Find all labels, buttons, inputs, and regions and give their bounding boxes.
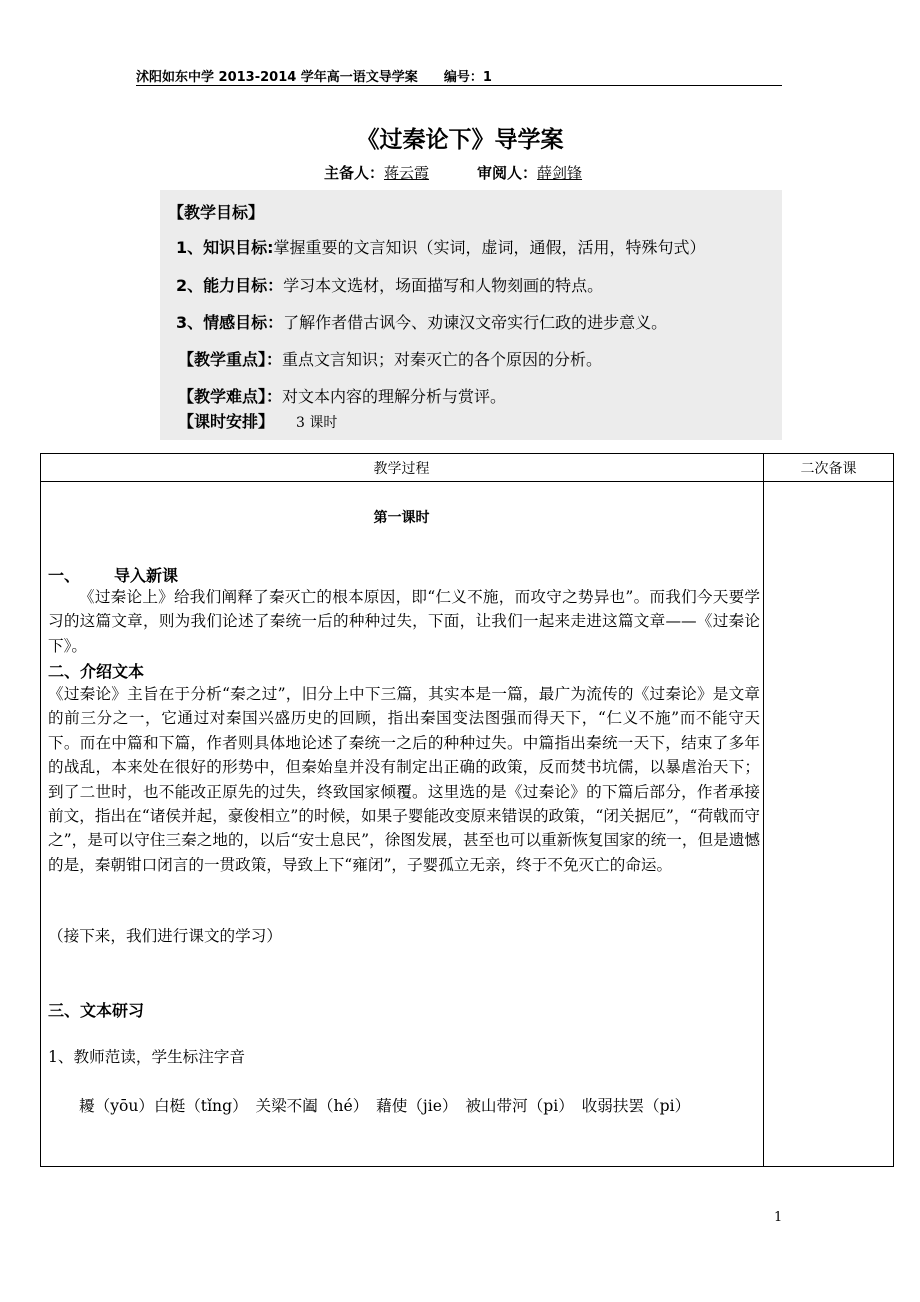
schedule-text: 3 课时 <box>296 415 338 431</box>
reviewer-name: 薛剑锋 <box>537 164 583 182</box>
objective-emotion <box>176 310 667 333</box>
page-title: 《过秦论下》导学案 <box>356 127 564 153</box>
objective-knowledge <box>176 235 706 258</box>
preparer-name: 蒋云霞 <box>383 164 429 182</box>
authors-line <box>0 162 920 183</box>
reviewer-label: 审阅人： <box>477 164 538 182</box>
key-points-text: 重点文言知识；对秦灭亡的各个原因的分析。 <box>282 350 603 369</box>
difficulties-text: 对文本内容的理解分析与赏评。 <box>282 387 507 406</box>
schedule <box>178 409 337 432</box>
part2-note: （接下来，我们进行课文的学习） <box>48 927 282 945</box>
part2-paragraph: 《过秦论》主旨在于分析“秦之过”，旧分上中下三篇，其实本是一篇，最广为流传的《过秦论》是文章的前三分之一，它通过对秦国兴盛历史的回顾，指出秦国变法图强而得天下，“仁义不施”而不能守天下。而在中篇和下篇，作者则具体地论述了秦统一之后的种种过失。中篇指出秦统一天下，结束了多年的战乱，本来处在很好的形势中，但秦始皇并没有制定出正确的政策，反而焚书坑儒，以暴虐治天下；到了二世时，也不能改正原先的过失，终致国家倾覆。这里选的是《过秦论》的下篇后部分，作者承接前文，指出在“诸侯并起，豪俊相立”的时候，如果子婴能改变原来错误的政策，“闭关据厄”，“荷戟而守之”，是可以守住三秦之地的，以后“安士息民”，徐图发展，甚至也可以重新恢复国家的统一，但是遗憾的是，秦朝钳口闭言的一贯政策，导致上下“雍闭”，子婴孤立无亲，终于不免灭亡的命运。 <box>48 685 760 874</box>
part1-paragraph: 《过秦论上》给我们阐释了秦灭亡的根本原因，即“仁义不施，而攻守之势异也”。而我们今天要学习的这篇文章，则为我们论述了秦统一后的种种过失，下面，让我们一起来走进这篇文章——《过秦论下》。 <box>48 588 760 655</box>
objectives-heading: 【教学目标】 <box>168 203 265 222</box>
objective-text: 了解作者借古讽今、劝谏汉文帝实行仁政的进步意义。 <box>283 313 668 332</box>
objective-label: 1、知识目标: <box>176 238 274 257</box>
table-header-process: 教学过程 <box>373 461 430 477</box>
objectives-box <box>160 190 782 440</box>
table-header-divider <box>40 481 894 482</box>
key-points-label: 【教学重点】： <box>178 350 283 369</box>
objective-text: 掌握重要的文言知识（实词，虚词，通假，活用，特殊句式） <box>273 238 706 257</box>
section-title: 第一课时 <box>373 510 430 526</box>
table-header-revision: 二次备课 <box>800 461 857 477</box>
part3-heading: 三、文本研习 <box>48 1001 145 1020</box>
part1-heading: 一、 导入新课 <box>48 566 179 585</box>
schedule-label: 【课时安排】 <box>178 412 275 431</box>
document-number: 编号：1 <box>443 70 492 85</box>
objective-label: 2、能力目标： <box>176 276 284 295</box>
page-number: 1 <box>774 1210 783 1225</box>
difficulties <box>178 384 506 407</box>
document-header <box>136 66 492 85</box>
pronunciation-list: 耰（yōu）白梃（tǐng） 关梁不阖（hé） 藉使（jie） 被山带河（pi） 收弱扶罢（pi） <box>79 1097 691 1115</box>
difficulties-label: 【教学难点】： <box>178 387 283 406</box>
objective-label: 3、情感目标： <box>176 313 284 332</box>
table-column-divider <box>763 453 764 1167</box>
part3-step1: 1、教师范读，学生标注字音 <box>48 1048 246 1066</box>
key-points <box>178 347 602 370</box>
objective-ability <box>176 273 603 296</box>
objective-text: 学习本文选材，场面描写和人物刻画的特点。 <box>283 276 604 295</box>
part2-heading: 二、介绍文本 <box>48 662 145 681</box>
school-line: 沭阳如东中学 2013-2014 学年高一语文导学案 <box>136 70 418 85</box>
preparer-label: 主备人： <box>323 164 384 182</box>
header-rule <box>136 85 782 86</box>
